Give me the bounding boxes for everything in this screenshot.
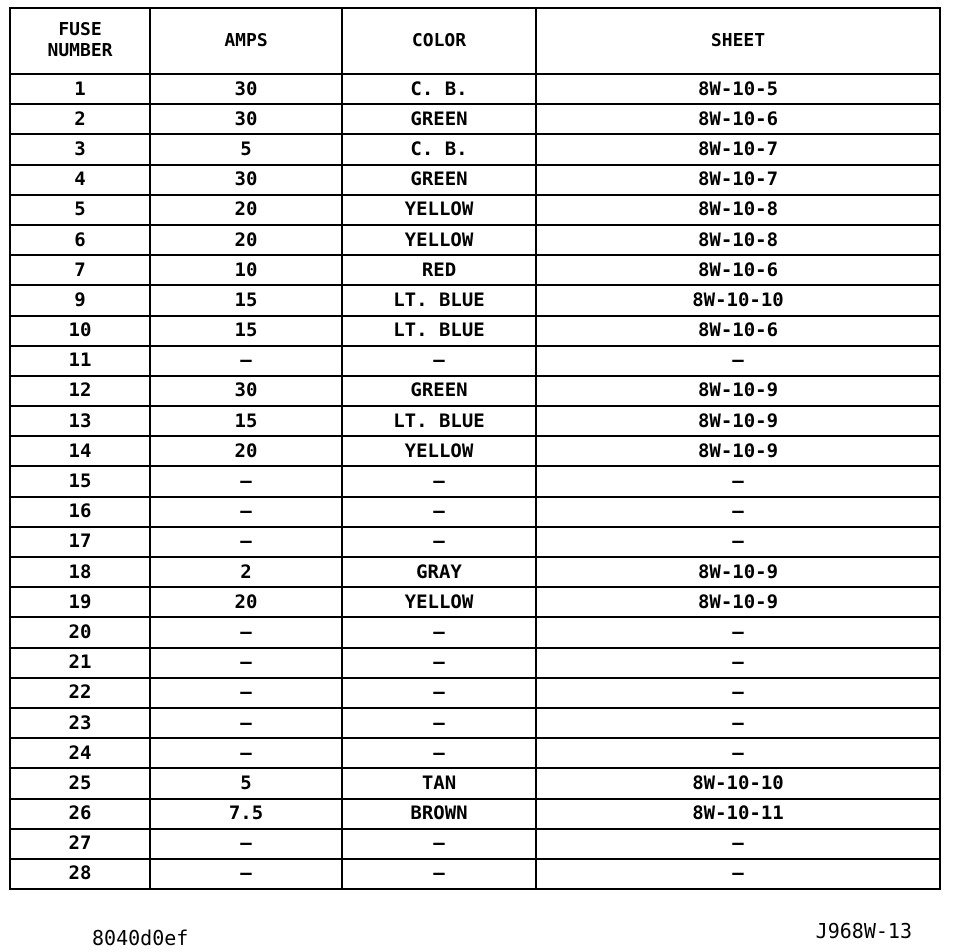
- cell-sheet: 8W-10-7: [536, 165, 940, 195]
- cell-color: –: [342, 466, 536, 496]
- cell-fuse-number: 3: [10, 134, 150, 164]
- cell-fuse-number: 1: [10, 74, 150, 104]
- cell-color: C. B.: [342, 74, 536, 104]
- cell-amps: 30: [150, 74, 342, 104]
- cell-color: YELLOW: [342, 195, 536, 225]
- cell-amps: 30: [150, 376, 342, 406]
- cell-sheet: –: [536, 708, 940, 738]
- table-row: [10, 225, 940, 255]
- cell-sheet: –: [536, 617, 940, 647]
- cell-fuse-number: 27: [10, 829, 150, 859]
- cell-fuse-number: 7: [10, 255, 150, 285]
- table-row: [10, 829, 940, 859]
- cell-amps: 10: [150, 255, 342, 285]
- cell-color: RED: [342, 255, 536, 285]
- cell-amps: –: [150, 527, 342, 557]
- cell-fuse-number: 25: [10, 768, 150, 798]
- table-row: [10, 527, 940, 557]
- cell-sheet: –: [536, 678, 940, 708]
- table-row: [10, 799, 940, 829]
- cell-sheet: 8W-10-11: [536, 799, 940, 829]
- cell-fuse-number: 4: [10, 165, 150, 195]
- cell-sheet: –: [536, 497, 940, 527]
- cell-fuse-number: 28: [10, 859, 150, 889]
- cell-sheet: 8W-10-8: [536, 225, 940, 255]
- cell-amps: 20: [150, 436, 342, 466]
- cell-amps: 20: [150, 225, 342, 255]
- cell-fuse-number: 16: [10, 497, 150, 527]
- table-row: [10, 316, 940, 346]
- cell-fuse-number: 9: [10, 285, 150, 315]
- cell-fuse-number: 22: [10, 678, 150, 708]
- cell-amps: –: [150, 648, 342, 678]
- header-sheet: SHEET: [536, 8, 940, 74]
- cell-amps: 15: [150, 316, 342, 346]
- cell-color: LT. BLUE: [342, 285, 536, 315]
- cell-color: GREEN: [342, 376, 536, 406]
- cell-amps: 20: [150, 587, 342, 617]
- table-row: [10, 678, 940, 708]
- table-row: [10, 708, 940, 738]
- cell-amps: –: [150, 708, 342, 738]
- cell-sheet: 8W-10-10: [536, 285, 940, 315]
- cell-amps: 30: [150, 165, 342, 195]
- table-row: [10, 376, 940, 406]
- header-color: COLOR: [342, 8, 536, 74]
- cell-fuse-number: 18: [10, 557, 150, 587]
- table-row: [10, 557, 940, 587]
- cell-color: –: [342, 738, 536, 768]
- table-row: [10, 587, 940, 617]
- cell-color: GREEN: [342, 165, 536, 195]
- table-row: [10, 617, 940, 647]
- cell-sheet: 8W-10-9: [536, 557, 940, 587]
- cell-color: –: [342, 859, 536, 889]
- cell-sheet: –: [536, 859, 940, 889]
- cell-fuse-number: 11: [10, 346, 150, 376]
- table-row: [10, 285, 940, 315]
- cell-color: –: [342, 497, 536, 527]
- cell-fuse-number: 21: [10, 648, 150, 678]
- cell-amps: 20: [150, 195, 342, 225]
- cell-fuse-number: 23: [10, 708, 150, 738]
- cell-sheet: 8W-10-7: [536, 134, 940, 164]
- cell-color: YELLOW: [342, 225, 536, 255]
- table-row: [10, 436, 940, 466]
- cell-color: C. B.: [342, 134, 536, 164]
- table-row: [10, 406, 940, 436]
- cell-sheet: –: [536, 527, 940, 557]
- cell-fuse-number: 24: [10, 738, 150, 768]
- table-row: [10, 165, 940, 195]
- cell-fuse-number: 2: [10, 104, 150, 134]
- cell-fuse-number: 19: [10, 587, 150, 617]
- footer-left-code: 8040d0ef: [92, 926, 189, 950]
- table-row: [10, 346, 940, 376]
- table-row: [10, 859, 940, 889]
- cell-color: TAN: [342, 768, 536, 798]
- cell-sheet: 8W-10-9: [536, 406, 940, 436]
- cell-color: GRAY: [342, 557, 536, 587]
- table-row: [10, 648, 940, 678]
- cell-fuse-number: 26: [10, 799, 150, 829]
- cell-fuse-number: 13: [10, 406, 150, 436]
- cell-fuse-number: 14: [10, 436, 150, 466]
- cell-color: –: [342, 829, 536, 859]
- cell-color: –: [342, 527, 536, 557]
- table-row: [10, 74, 940, 104]
- table-row: [10, 134, 940, 164]
- table-row: [10, 738, 940, 768]
- cell-sheet: –: [536, 346, 940, 376]
- cell-color: YELLOW: [342, 436, 536, 466]
- cell-color: BROWN: [342, 799, 536, 829]
- cell-sheet: 8W-10-6: [536, 104, 940, 134]
- table-row: [10, 466, 940, 496]
- table-row: [10, 195, 940, 225]
- fuse-table: [9, 7, 941, 890]
- cell-amps: 2: [150, 557, 342, 587]
- cell-amps: –: [150, 346, 342, 376]
- header-fuse-number: FUSE NUMBER: [10, 8, 150, 74]
- cell-amps: 5: [150, 768, 342, 798]
- cell-sheet: –: [536, 466, 940, 496]
- cell-color: LT. BLUE: [342, 316, 536, 346]
- table-row: [10, 104, 940, 134]
- cell-sheet: 8W-10-6: [536, 255, 940, 285]
- cell-sheet: 8W-10-5: [536, 74, 940, 104]
- cell-fuse-number: 12: [10, 376, 150, 406]
- cell-color: –: [342, 678, 536, 708]
- cell-amps: –: [150, 466, 342, 496]
- cell-color: –: [342, 708, 536, 738]
- cell-amps: –: [150, 497, 342, 527]
- cell-fuse-number: 10: [10, 316, 150, 346]
- cell-sheet: 8W-10-8: [536, 195, 940, 225]
- cell-amps: 15: [150, 285, 342, 315]
- header-amps: AMPS: [150, 8, 342, 74]
- cell-sheet: 8W-10-9: [536, 376, 940, 406]
- cell-amps: 30: [150, 104, 342, 134]
- cell-fuse-number: 6: [10, 225, 150, 255]
- cell-color: GREEN: [342, 104, 536, 134]
- table-row: [10, 768, 940, 798]
- table-header-row: [10, 8, 940, 74]
- table-row: [10, 497, 940, 527]
- cell-fuse-number: 20: [10, 617, 150, 647]
- footer-right-code: J968W-13: [815, 919, 912, 943]
- cell-amps: –: [150, 738, 342, 768]
- cell-amps: 5: [150, 134, 342, 164]
- cell-amps: –: [150, 859, 342, 889]
- cell-sheet: –: [536, 829, 940, 859]
- cell-color: –: [342, 617, 536, 647]
- table-row: [10, 255, 940, 285]
- table-body: [10, 74, 940, 889]
- cell-sheet: 8W-10-9: [536, 587, 940, 617]
- cell-sheet: 8W-10-6: [536, 316, 940, 346]
- cell-color: LT. BLUE: [342, 406, 536, 436]
- cell-color: –: [342, 648, 536, 678]
- cell-fuse-number: 15: [10, 466, 150, 496]
- cell-amps: 15: [150, 406, 342, 436]
- cell-sheet: –: [536, 738, 940, 768]
- cell-color: –: [342, 346, 536, 376]
- cell-color: YELLOW: [342, 587, 536, 617]
- cell-amps: 7.5: [150, 799, 342, 829]
- cell-amps: –: [150, 829, 342, 859]
- cell-fuse-number: 5: [10, 195, 150, 225]
- cell-amps: –: [150, 617, 342, 647]
- cell-amps: –: [150, 678, 342, 708]
- cell-sheet: 8W-10-9: [536, 436, 940, 466]
- cell-sheet: –: [536, 648, 940, 678]
- cell-fuse-number: 17: [10, 527, 150, 557]
- cell-sheet: 8W-10-10: [536, 768, 940, 798]
